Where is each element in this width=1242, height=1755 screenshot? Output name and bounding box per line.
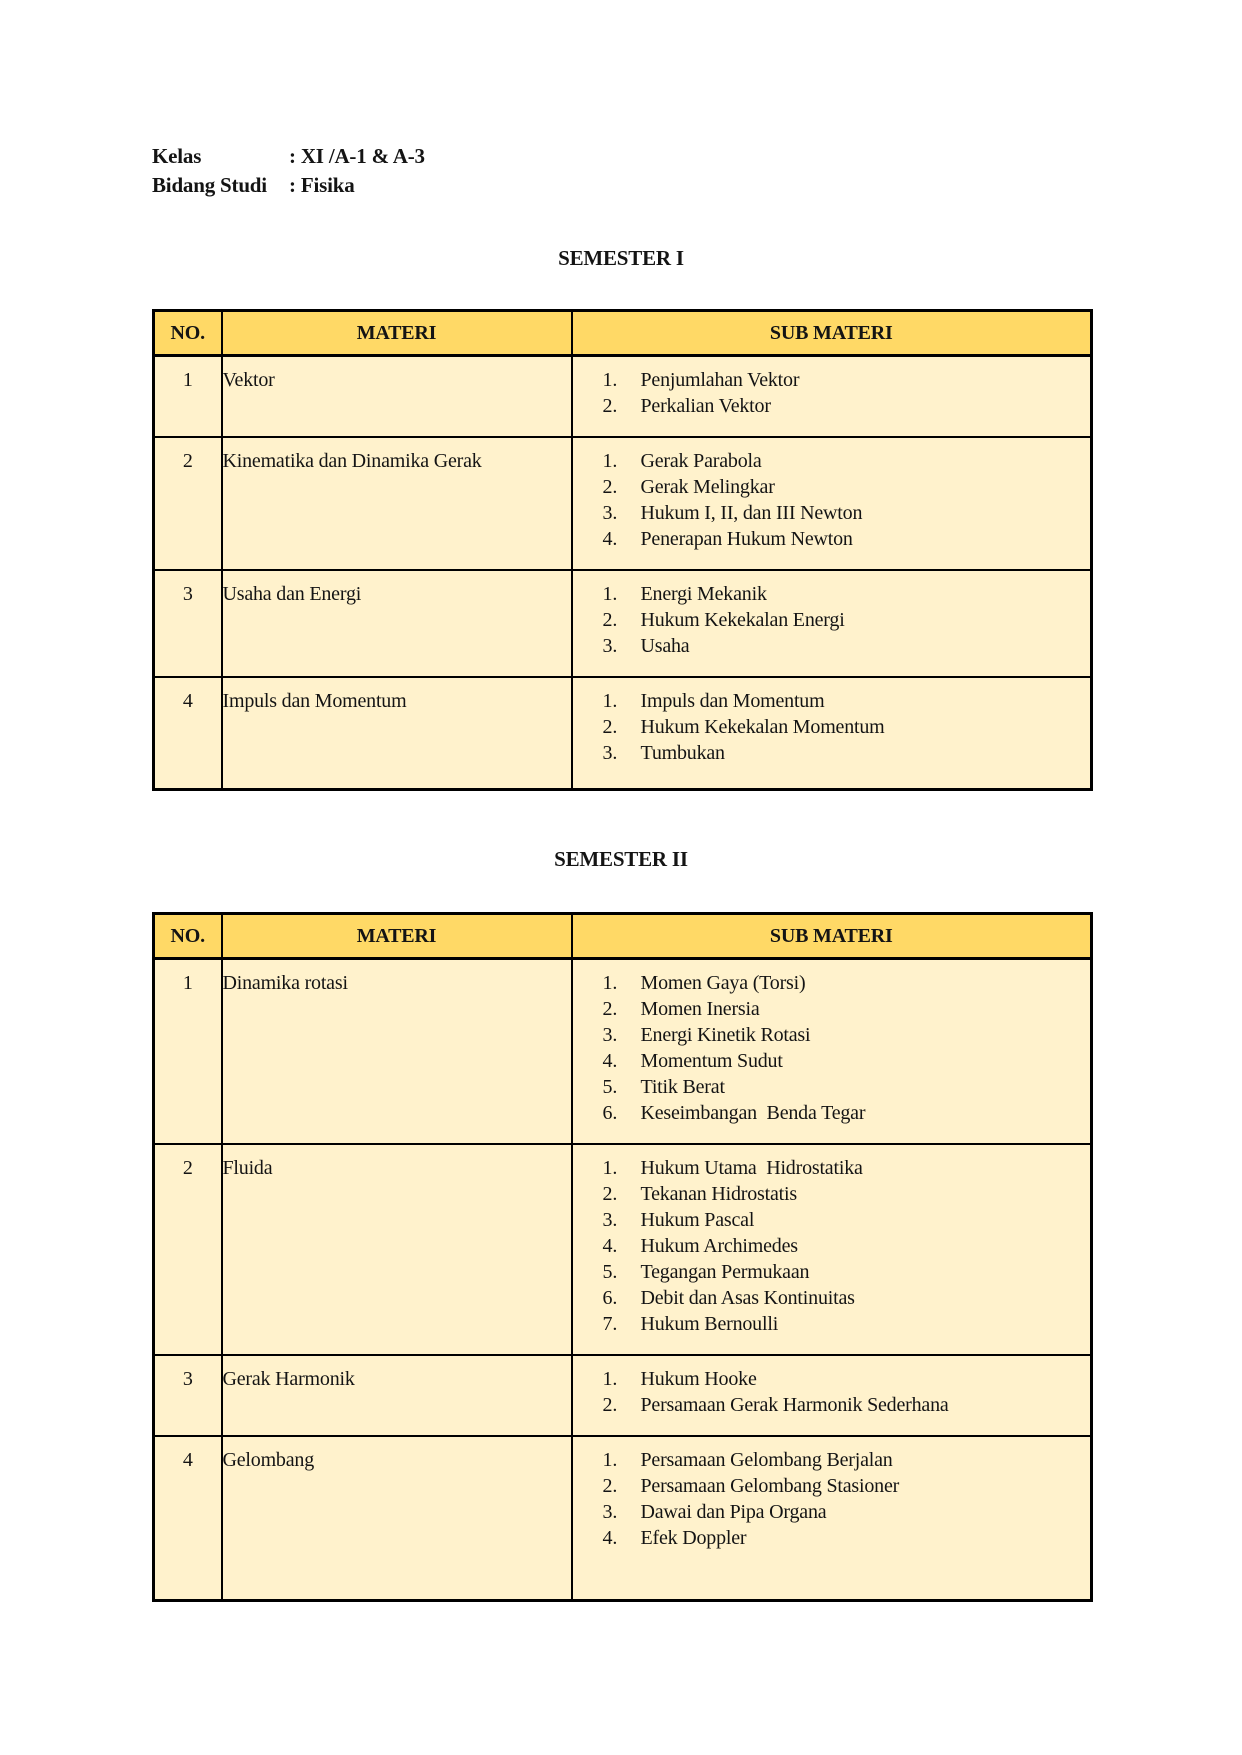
sub-materi-list (573, 448, 1091, 552)
table-row (154, 1436, 1092, 1601)
sub-materi-item: Tumbukan (640, 742, 725, 764)
sub-materi-item: Tekanan Hidrostatis (640, 1183, 797, 1205)
info-row-kelas (152, 142, 1090, 171)
sub-materi-item: Hukum Utama Hidrostatika (640, 1157, 863, 1179)
sub-materi-cell (572, 959, 1092, 1145)
sub-materi-cell (572, 437, 1092, 570)
sub-materi-list (573, 688, 1091, 766)
row-number: 1 (154, 356, 222, 438)
kelas-value: : XI /A-1 & A-3 (289, 144, 425, 168)
sub-materi-item: Hukum I, II, dan III Newton (640, 502, 863, 524)
sub-materi-cell (572, 570, 1092, 677)
page-content (152, 0, 1090, 1602)
materi-cell: Usaha dan Energi (222, 570, 572, 677)
bidang-studi-label: Bidang Studi (152, 173, 267, 197)
sub-materi-list (573, 581, 1091, 659)
semester2-title: SEMESTER II (554, 847, 688, 871)
sub-materi-list (573, 1447, 1091, 1551)
sub-materi-item: Persamaan Gerak Harmonik Sederhana (640, 1394, 949, 1416)
sub-materi-cell (572, 677, 1092, 790)
sub-materi-item: Hukum Pascal (640, 1209, 755, 1231)
row-number: 4 (154, 677, 222, 790)
materi-cell: Impuls dan Momentum (222, 677, 572, 790)
sub-materi-item: Dawai dan Pipa Organa (640, 1501, 827, 1523)
semester2-table (152, 912, 1093, 1602)
sub-materi-item: Hukum Archimedes (640, 1235, 798, 1257)
semester1-title: SEMESTER I (558, 246, 684, 270)
materi-cell: Gelombang (222, 1436, 572, 1601)
sub-materi-item: Hukum Kekekalan Energi (640, 609, 845, 631)
table-row (154, 959, 1092, 1145)
row-number: 3 (154, 1355, 222, 1436)
sub-materi-item: Momentum Sudut (640, 1050, 783, 1072)
sub-materi-list (573, 367, 1091, 419)
sub-materi-list (573, 970, 1091, 1126)
sub-materi-cell (572, 356, 1092, 438)
col-header-materi: MATERI (222, 914, 572, 959)
sub-materi-item: Momen Inersia (640, 998, 760, 1020)
sub-materi-item: Penjumlahan Vektor (640, 369, 800, 391)
semester2-header-row (154, 914, 1092, 959)
sub-materi-item: Momen Gaya (Torsi) (640, 972, 806, 994)
semester1-table (152, 309, 1093, 791)
sub-materi-item: Usaha (640, 635, 690, 657)
kelas-label: Kelas (152, 144, 202, 168)
semester1-header-row (154, 311, 1092, 356)
table-row (154, 1144, 1092, 1355)
sub-materi-item: Debit dan Asas Kontinuitas (640, 1287, 855, 1309)
bidang-studi-value: : Fisika (289, 173, 355, 197)
sub-materi-item: Hukum Bernoulli (640, 1313, 779, 1335)
row-number: 2 (154, 437, 222, 570)
sub-materi-item: Perkalian Vektor (640, 395, 771, 417)
sub-materi-item: Titik Berat (640, 1076, 725, 1098)
sub-materi-list (573, 1155, 1091, 1337)
row-number: 2 (154, 1144, 222, 1355)
materi-cell: Kinematika dan Dinamika Gerak (222, 437, 572, 570)
col-header-no: NO. (154, 914, 222, 959)
sub-materi-item: Energi Mekanik (640, 583, 767, 605)
sub-materi-item: Keseimbangan Benda Tegar (640, 1102, 866, 1124)
row-number: 3 (154, 570, 222, 677)
sub-materi-item: Gerak Parabola (640, 450, 762, 472)
info-row-bidang-studi (152, 171, 1090, 200)
materi-cell: Dinamika rotasi (222, 959, 572, 1145)
materi-cell: Gerak Harmonik (222, 1355, 572, 1436)
row-number: 4 (154, 1436, 222, 1601)
sub-materi-item: Efek Doppler (640, 1527, 747, 1549)
sub-materi-cell (572, 1436, 1092, 1601)
sub-materi-item: Energi Kinetik Rotasi (640, 1024, 811, 1046)
col-header-sub-materi: SUB MATERI (572, 914, 1092, 959)
table-row (154, 437, 1092, 570)
sub-materi-item: Hukum Hooke (640, 1368, 757, 1390)
row-number: 1 (154, 959, 222, 1145)
sub-materi-item: Hukum Kekekalan Momentum (640, 716, 885, 738)
info-block (152, 0, 1090, 200)
table-row (154, 570, 1092, 677)
sub-materi-item: Impuls dan Momentum (640, 690, 825, 712)
col-header-no: NO. (154, 311, 222, 356)
sub-materi-cell (572, 1144, 1092, 1355)
sub-materi-item: Persamaan Gelombang Stasioner (640, 1475, 900, 1497)
sub-materi-cell (572, 1355, 1092, 1436)
sub-materi-item: Tegangan Permukaan (640, 1261, 810, 1283)
sub-materi-list (573, 1366, 1091, 1418)
table-row (154, 356, 1092, 438)
sub-materi-item: Persamaan Gelombang Berjalan (640, 1449, 893, 1471)
sub-materi-item: Penerapan Hukum Newton (640, 528, 853, 550)
materi-cell: Fluida (222, 1144, 572, 1355)
sub-materi-item: Gerak Melingkar (640, 476, 775, 498)
col-header-sub-materi: SUB MATERI (572, 311, 1092, 356)
col-header-materi: MATERI (222, 311, 572, 356)
table-row (154, 677, 1092, 790)
table-row (154, 1355, 1092, 1436)
materi-cell: Vektor (222, 356, 572, 438)
